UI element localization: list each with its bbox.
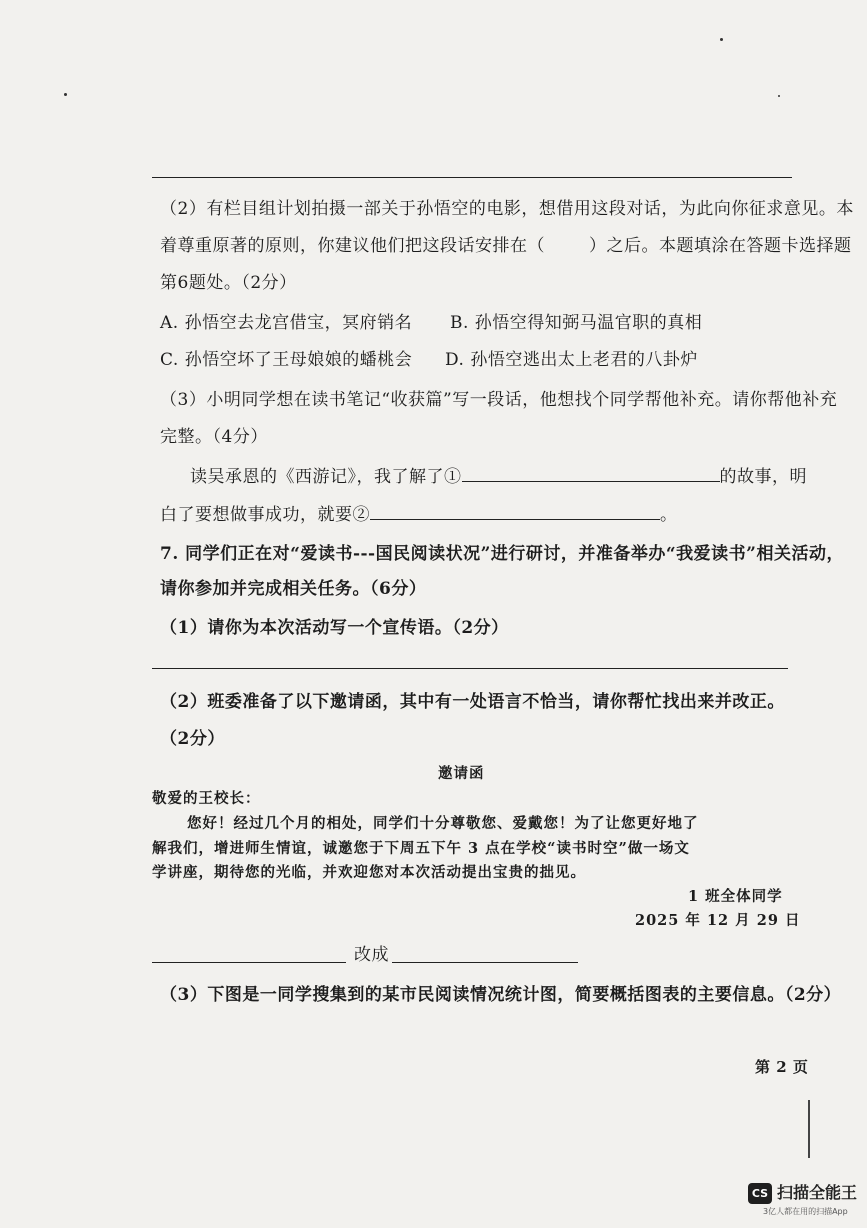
fill1-blank[interactable] (462, 465, 720, 482)
corrected-phrase-line[interactable] (392, 962, 578, 963)
option-b: B. 孙悟空得知弼马温官职的真相 (450, 313, 703, 333)
wrong-phrase-line[interactable] (152, 962, 346, 963)
q7-sub3: （3）下图是一同学搜集到的某市民阅读情况统计图，简要概括图表的主要信息。（2分） (160, 985, 842, 1005)
fill2-after: 。 (660, 505, 678, 525)
letter-body-2: 解我们，增进师生情谊，诚邀您于下周五下午 3 点在学校“读书时空”做一场文 (152, 840, 690, 857)
letter-body-3: 学讲座，期待您的光临，并欢迎您对本次活动提出宝贵的拙见。 (152, 864, 586, 881)
letter-salutation: 敬爱的王校长： (152, 790, 261, 807)
slogan-answer-line[interactable] (152, 668, 788, 669)
camscanner-app-name: 扫描全能王 (777, 1183, 858, 1202)
q6-3-line2: 完整。（4分） (160, 427, 268, 447)
q6-3-line1: （3）小明同学想在读书笔记“收获篇”写一段话，他想找个同学帮他补充。请你帮他补充 (160, 390, 838, 410)
scan-edge-line (808, 1100, 810, 1158)
change-label: 改成 (354, 945, 389, 965)
q6-3-fill2 (160, 503, 678, 526)
letter-date: 2025 年 12 月 29 日 (635, 912, 801, 929)
option-d: D. 孙悟空逃出太上老君的八卦炉 (445, 350, 698, 370)
fill2-blank[interactable] (370, 503, 660, 520)
q6-2-line1: （2）有栏目组计划拍摄一部关于孙悟空的电影，想借用这段对话，为此向你征求意见。本 (160, 199, 854, 219)
q6-2-line3: 第6题处。（2分） (160, 273, 297, 293)
camscanner-tagline: 3亿人都在用的扫描App (763, 1207, 848, 1216)
q7-sub2-line2: （2分） (160, 729, 225, 749)
q6-3-fill1 (190, 465, 807, 488)
page-number: 第 2 页 (755, 1058, 809, 1076)
q7-sub2-line1: （2）班委准备了以下邀请函，其中有一处语言不恰当，请你帮忙找出来并改正。 (160, 692, 785, 712)
q7-line1: 7. 同学们正在对“爱读书---国民阅读状况”进行研讨，并准备举办“我爱读书”相关活动， (160, 544, 844, 564)
option-c: C. 孙悟空坏了王母娘娘的蟠桃会 (160, 350, 413, 370)
letter-body-1: 您好！经过几个月的相处，同学们十分尊敬您、爱戴您！为了让您更好地了 (187, 815, 699, 832)
camscanner-logo: CS (748, 1183, 772, 1204)
q7-line2: 请你参加并完成相关任务。（6分） (160, 579, 427, 599)
fill1-before: 读吴承恩的《西游记》，我了解了① (190, 467, 462, 487)
letter-title: 邀请函 (438, 765, 485, 782)
q6-2-line2-before: 着尊重原著的原则，你建议他们把这段话安排在（ (160, 236, 545, 256)
q7-sub1: （1）请你为本次活动写一个宣传语。（2分） (160, 618, 509, 638)
top-rule (152, 177, 792, 178)
q6-2-line2 (160, 235, 852, 257)
letter-signature: 1 班全体同学 (688, 888, 783, 905)
option-a: A. 孙悟空去龙宫借宝，冥府销名 (160, 313, 413, 333)
scan-speck (64, 93, 67, 96)
fill1-after: 的故事，明 (719, 467, 807, 487)
fill2-before: 白了要想做事成功，就要② (160, 505, 370, 525)
scan-speck (778, 95, 780, 97)
q6-2-line2-after: ）之后。本题填涂在答题卡选择题 (589, 236, 852, 256)
scan-speck (720, 38, 723, 41)
